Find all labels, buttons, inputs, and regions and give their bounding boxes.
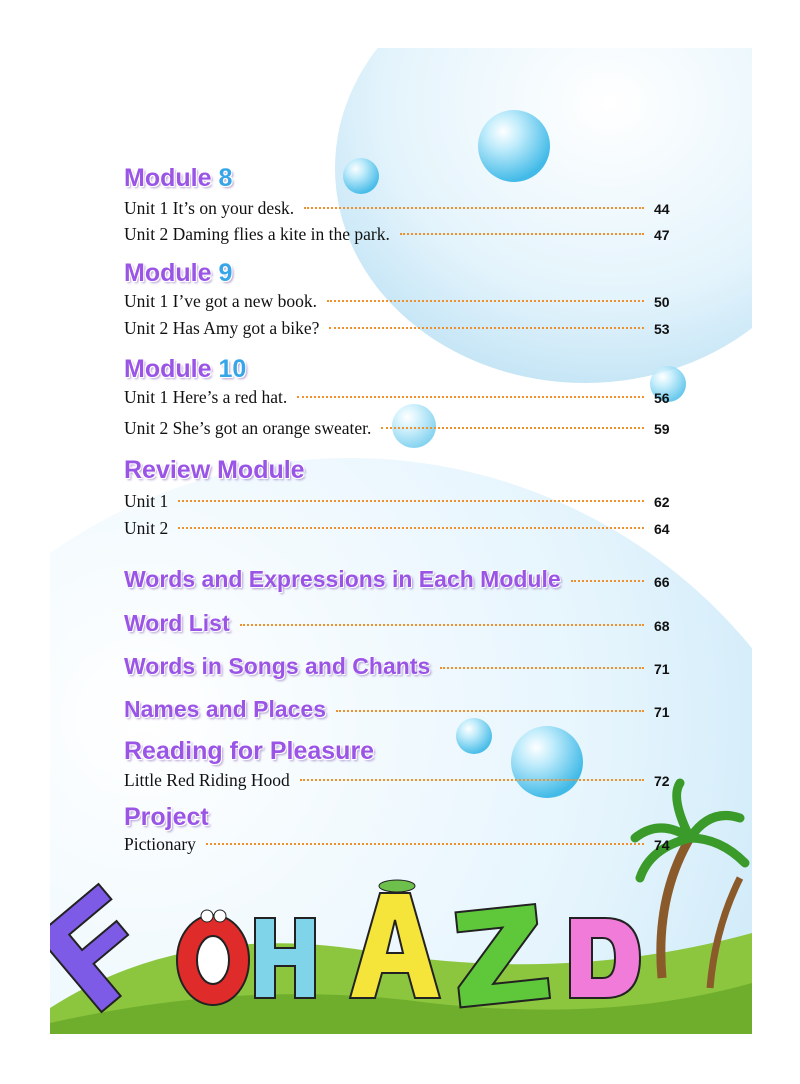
dot-leader [304,207,644,209]
module-number: 9 [218,259,233,287]
page-number: 53 [654,321,670,337]
dot-leader [240,624,644,626]
dot-leader [300,779,644,781]
toc-page [50,48,752,1034]
dot-leader [400,233,644,235]
toc-entry[interactable] [124,418,676,442]
dot-leader [381,427,644,429]
page-number: 66 [654,574,670,590]
module-heading[interactable] [124,259,232,288]
dot-leader [571,580,644,582]
entry-title: Words and Expressions in Each Module [124,566,561,592]
module-title: Review Module [124,456,305,484]
page-number: 62 [654,494,670,510]
entry-title: Unit 1 [124,491,169,511]
entry-title: Unit 2 Has Amy got a bike? [124,318,320,338]
module-heading[interactable] [124,164,232,193]
entry-title: Words in Songs and Chants [124,653,431,679]
dot-leader [178,500,644,502]
entry-title: Names and Places [124,696,327,722]
toc-entry[interactable] [124,696,676,728]
module-title: Module [124,164,212,192]
page-number: 44 [654,201,670,217]
toc-entry[interactable] [124,198,676,222]
entry-title: Unit 2 [124,518,169,538]
dot-leader [440,667,644,669]
toc-entry[interactable] [124,834,676,858]
reading-heading[interactable]: Reading for Pleasure [124,737,375,765]
dot-leader [297,396,644,398]
page-number: 72 [654,773,670,789]
page-number: 47 [654,227,670,243]
project-heading[interactable]: Project [124,803,209,831]
toc-entry[interactable] [124,291,676,315]
module-heading[interactable] [124,456,305,485]
entry-title: Pictionary [124,834,196,854]
dot-leader [327,300,644,302]
toc-entry[interactable] [124,387,676,411]
dot-leader [336,710,644,712]
page-number: 74 [654,837,670,853]
toc-entry[interactable] [124,566,676,598]
page-number: 64 [654,521,670,537]
module-title: Module [124,259,212,287]
entry-title: Unit 2 She’s got an orange sweater. [124,418,372,438]
module-number: 10 [218,355,247,383]
page-number: 71 [654,704,670,720]
entry-title: Unit 1 It’s on your desk. [124,198,295,218]
dot-leader [329,327,644,329]
toc-entry[interactable] [124,610,676,642]
page-number: 71 [654,661,670,677]
entry-title: Unit 2 Daming flies a kite in the park. [124,224,390,244]
module-heading[interactable] [124,355,246,384]
page-number: 56 [654,390,670,406]
entry-title: Unit 1 I’ve got a new book. [124,291,317,311]
module-title: Module [124,355,212,383]
page-number: 68 [654,618,670,634]
page-number: 50 [654,294,670,310]
toc-entry[interactable] [124,318,676,342]
toc-entry[interactable] [124,518,676,542]
table-of-contents [50,48,752,1034]
toc-entry[interactable] [124,653,676,685]
page-number: 59 [654,421,670,437]
dot-leader [206,843,644,845]
entry-title: Word List [124,610,230,636]
toc-entry[interactable] [124,770,676,794]
toc-entry[interactable] [124,224,676,248]
entry-title: Unit 1 Here’s a red hat. [124,387,288,407]
module-number: 8 [218,164,233,192]
dot-leader [178,527,644,529]
entry-title: Little Red Riding Hood [124,770,290,790]
toc-entry[interactable] [124,491,676,515]
